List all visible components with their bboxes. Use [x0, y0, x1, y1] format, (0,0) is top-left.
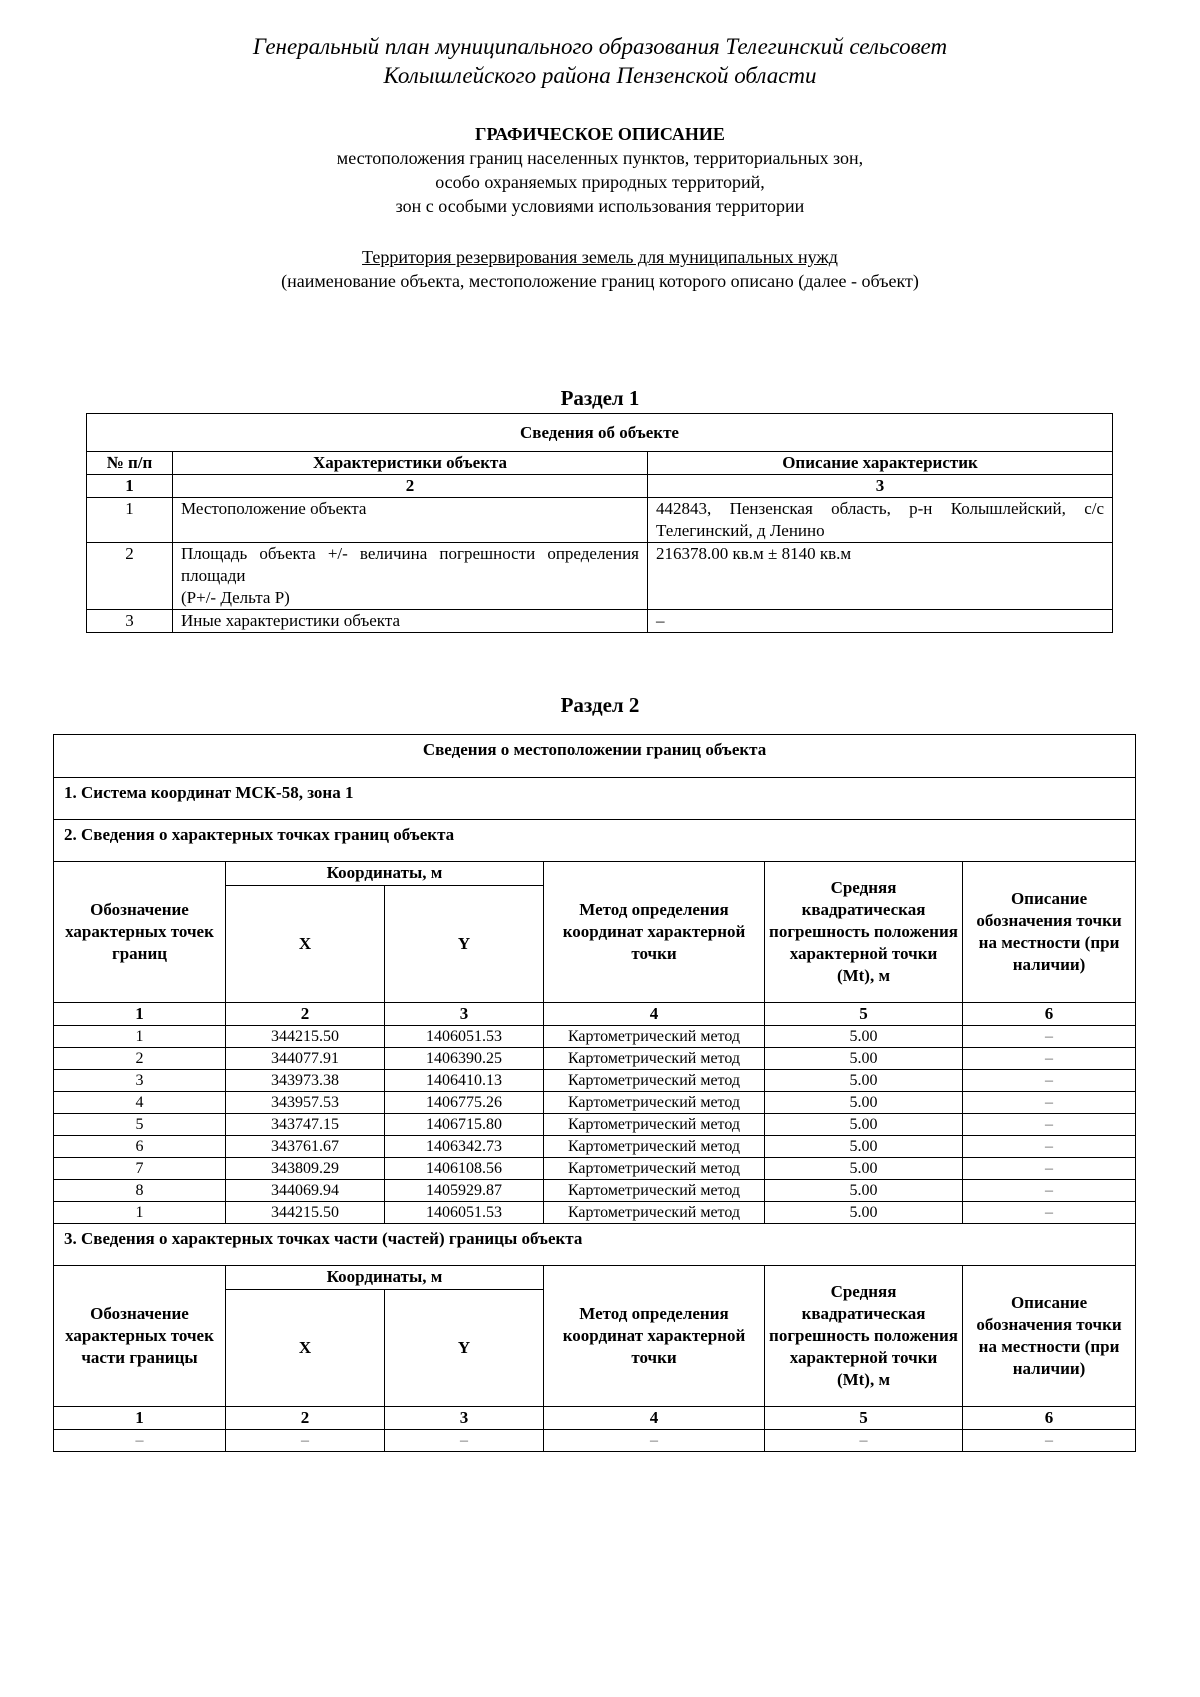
section-2-title: Раздел 2 — [560, 693, 640, 717]
point-number: 1 — [54, 1202, 226, 1224]
point-y: 1406108.56 — [385, 1158, 544, 1180]
header-x: X — [226, 886, 385, 1003]
subtitle-line-1: местоположения границ населенных пунктов, территориальных зон, — [336, 148, 864, 168]
table-row — [54, 1026, 1136, 1048]
col-number: 1 — [54, 1003, 226, 1026]
point-y: 1405929.87 — [385, 1180, 544, 1202]
points-body — [54, 1026, 1136, 1224]
point-method: Картометрический метод — [544, 1114, 765, 1136]
row-name: Местоположение объекта — [173, 498, 648, 543]
col-number: 6 — [963, 1003, 1136, 1026]
point-description: – — [963, 1158, 1136, 1180]
document-header — [0, 32, 1200, 90]
point-error: 5.00 — [765, 1048, 963, 1070]
point-y: 1406051.53 — [385, 1202, 544, 1224]
point-description: – — [963, 1092, 1136, 1114]
point-description: – — [963, 1180, 1136, 1202]
point-y: 1406342.73 — [385, 1136, 544, 1158]
object-info-table — [86, 413, 1113, 633]
point-description: – — [963, 1048, 1136, 1070]
document-title: ГРАФИЧЕСКОЕ ОПИСАНИЕ — [475, 124, 725, 144]
header-error: Средняя квадратическая погрешность положения характерной точки (Mt), м — [765, 1266, 963, 1407]
point-x: 344069.94 — [226, 1180, 385, 1202]
header-description: Описание характеристик — [648, 452, 1113, 475]
subtitle-line-2: особо охраняемых природных территорий, — [435, 172, 765, 192]
point-number: 8 — [54, 1180, 226, 1202]
point-x: 343957.53 — [226, 1092, 385, 1114]
header-x: X — [226, 1290, 385, 1407]
point-y: 1406410.13 — [385, 1070, 544, 1092]
point-number: 2 — [54, 1048, 226, 1070]
boundary-table-title: Сведения о местоположении границ объекта — [54, 735, 1136, 778]
header-line-1: Генеральный план муниципального образования Телегинский сельсовет — [252, 34, 948, 59]
col-number: 6 — [963, 1407, 1136, 1430]
row-name: Иные характеристики объекта — [173, 610, 648, 633]
point-number: 3 — [54, 1070, 226, 1092]
point-method: Картометрический метод — [544, 1202, 765, 1224]
header-error: Средняя квадратическая погрешность положения характерной точки (Mt), м — [765, 862, 963, 1003]
coordinate-system: 1. Система координат МСК-58, зона 1 — [54, 778, 1136, 820]
table-row — [54, 1070, 1136, 1092]
header-method: Метод определения координат характерной точки — [544, 1266, 765, 1407]
header-line-2: Колышлейского района Пензенской области — [383, 63, 817, 88]
header-y: Y — [385, 1290, 544, 1407]
header-number: № п/п — [87, 452, 173, 475]
point-y: 1406051.53 — [385, 1026, 544, 1048]
header-part-designation: Обозначение характерных точек части границы — [54, 1266, 226, 1407]
header-designation: Обозначение характерных точек границ — [54, 862, 226, 1003]
points-section-title: 2. Сведения о характерных точках границ объекта — [54, 820, 1136, 862]
point-method: Картометрический метод — [544, 1180, 765, 1202]
point-method: Картометрический метод — [544, 1136, 765, 1158]
header-coordinates: Координаты, м — [226, 862, 544, 886]
object-info-table-title: Сведения об объекте — [87, 414, 1113, 452]
point-error: 5.00 — [765, 1026, 963, 1048]
point-method: Картометрический метод — [544, 1158, 765, 1180]
point-description: – — [963, 1070, 1136, 1092]
point-method: Картометрический метод — [544, 1026, 765, 1048]
header-point-description: Описание обозначения точки на местности (при наличии) — [963, 1266, 1136, 1407]
col-number: 4 — [544, 1407, 765, 1430]
section-1-title: Раздел 1 — [560, 386, 640, 410]
header-y: Y — [385, 886, 544, 1003]
point-error: 5.00 — [765, 1202, 963, 1224]
table-row — [54, 1048, 1136, 1070]
document-subtitle — [0, 146, 1200, 218]
col-number: 4 — [544, 1003, 765, 1026]
object-name-block — [0, 245, 1200, 293]
point-error: 5.00 — [765, 1070, 963, 1092]
point-description: – — [963, 1136, 1136, 1158]
col-number: 3 — [385, 1003, 544, 1026]
row-value: 216378.00 кв.м ± 8140 кв.м — [648, 543, 1113, 610]
point-description: – — [963, 1202, 1136, 1224]
point-error: 5.00 — [765, 1158, 963, 1180]
point-y: 1406390.25 — [385, 1048, 544, 1070]
col-number: 5 — [765, 1003, 963, 1026]
point-description: – — [963, 1026, 1136, 1048]
col-number: 5 — [765, 1407, 963, 1430]
table-row: 2 Площадь объекта +/- величина погрешности определения площади (Р+/- Дельта Р) 216378.00 кв.м ± 8140 кв.м — [87, 543, 1113, 610]
col-number: 2 — [226, 1003, 385, 1026]
header-characteristics: Характеристики объекта — [173, 452, 648, 475]
table-row — [54, 1180, 1136, 1202]
col-number: 3 — [385, 1407, 544, 1430]
col-number: 2 — [173, 475, 648, 498]
point-x: 343761.67 — [226, 1136, 385, 1158]
table-row — [54, 1202, 1136, 1224]
point-x: 343973.38 — [226, 1070, 385, 1092]
point-x: 344215.50 — [226, 1026, 385, 1048]
col-number: 3 — [648, 475, 1113, 498]
row-name: Площадь объекта +/- величина погрешности определения площади (Р+/- Дельта Р) — [173, 543, 648, 610]
table-row: 1 Местоположение объекта 442843, Пензенская область, р-н Колышлейский, с/с Телегинский, д Ленино — [87, 498, 1113, 543]
point-x: 343809.29 — [226, 1158, 385, 1180]
row-value: 442843, Пензенская область, р-н Колышлейский, с/с Телегинский, д Ленино — [648, 498, 1113, 543]
col-number: 1 — [87, 475, 173, 498]
point-method: Картометрический метод — [544, 1048, 765, 1070]
object-name-caption: (наименование объекта, местоположение границ которого описано (далее - объект) — [281, 271, 919, 291]
table-row — [54, 1114, 1136, 1136]
point-x: 344215.50 — [226, 1202, 385, 1224]
point-y: 1406775.26 — [385, 1092, 544, 1114]
point-x: 344077.91 — [226, 1048, 385, 1070]
header-point-description: Описание обозначения точки на местности (при наличии) — [963, 862, 1136, 1003]
table-row — [54, 1136, 1136, 1158]
point-method: Картометрический метод — [544, 1070, 765, 1092]
table-row — [54, 1092, 1136, 1114]
point-number: 5 — [54, 1114, 226, 1136]
point-error: 5.00 — [765, 1114, 963, 1136]
table-row: 3 Иные характеристики объекта – — [87, 610, 1113, 633]
parts-section-title: 3. Сведения о характерных точках части (частей) границы объекта — [54, 1224, 1136, 1266]
point-error: 5.00 — [765, 1092, 963, 1114]
point-y: 1406715.80 — [385, 1114, 544, 1136]
point-number: 1 — [54, 1026, 226, 1048]
object-name: Территория резервирования земель для муниципальных нужд — [362, 247, 838, 267]
point-error: 5.00 — [765, 1136, 963, 1158]
row-value: – — [648, 610, 1113, 633]
col-number: 1 — [54, 1407, 226, 1430]
boundary-table — [53, 734, 1136, 1452]
point-number: 7 — [54, 1158, 226, 1180]
point-method: Картометрический метод — [544, 1092, 765, 1114]
table-row — [54, 1158, 1136, 1180]
table-row: – – – – – – — [54, 1430, 1136, 1452]
header-method: Метод определения координат характерной точки — [544, 862, 765, 1003]
subtitle-line-3: зон с особыми условиями использования территории — [395, 196, 805, 216]
point-x: 343747.15 — [226, 1114, 385, 1136]
col-number: 2 — [226, 1407, 385, 1430]
point-error: 5.00 — [765, 1180, 963, 1202]
point-number: 4 — [54, 1092, 226, 1114]
point-number: 6 — [54, 1136, 226, 1158]
header-coordinates: Координаты, м — [226, 1266, 544, 1290]
point-description: – — [963, 1114, 1136, 1136]
